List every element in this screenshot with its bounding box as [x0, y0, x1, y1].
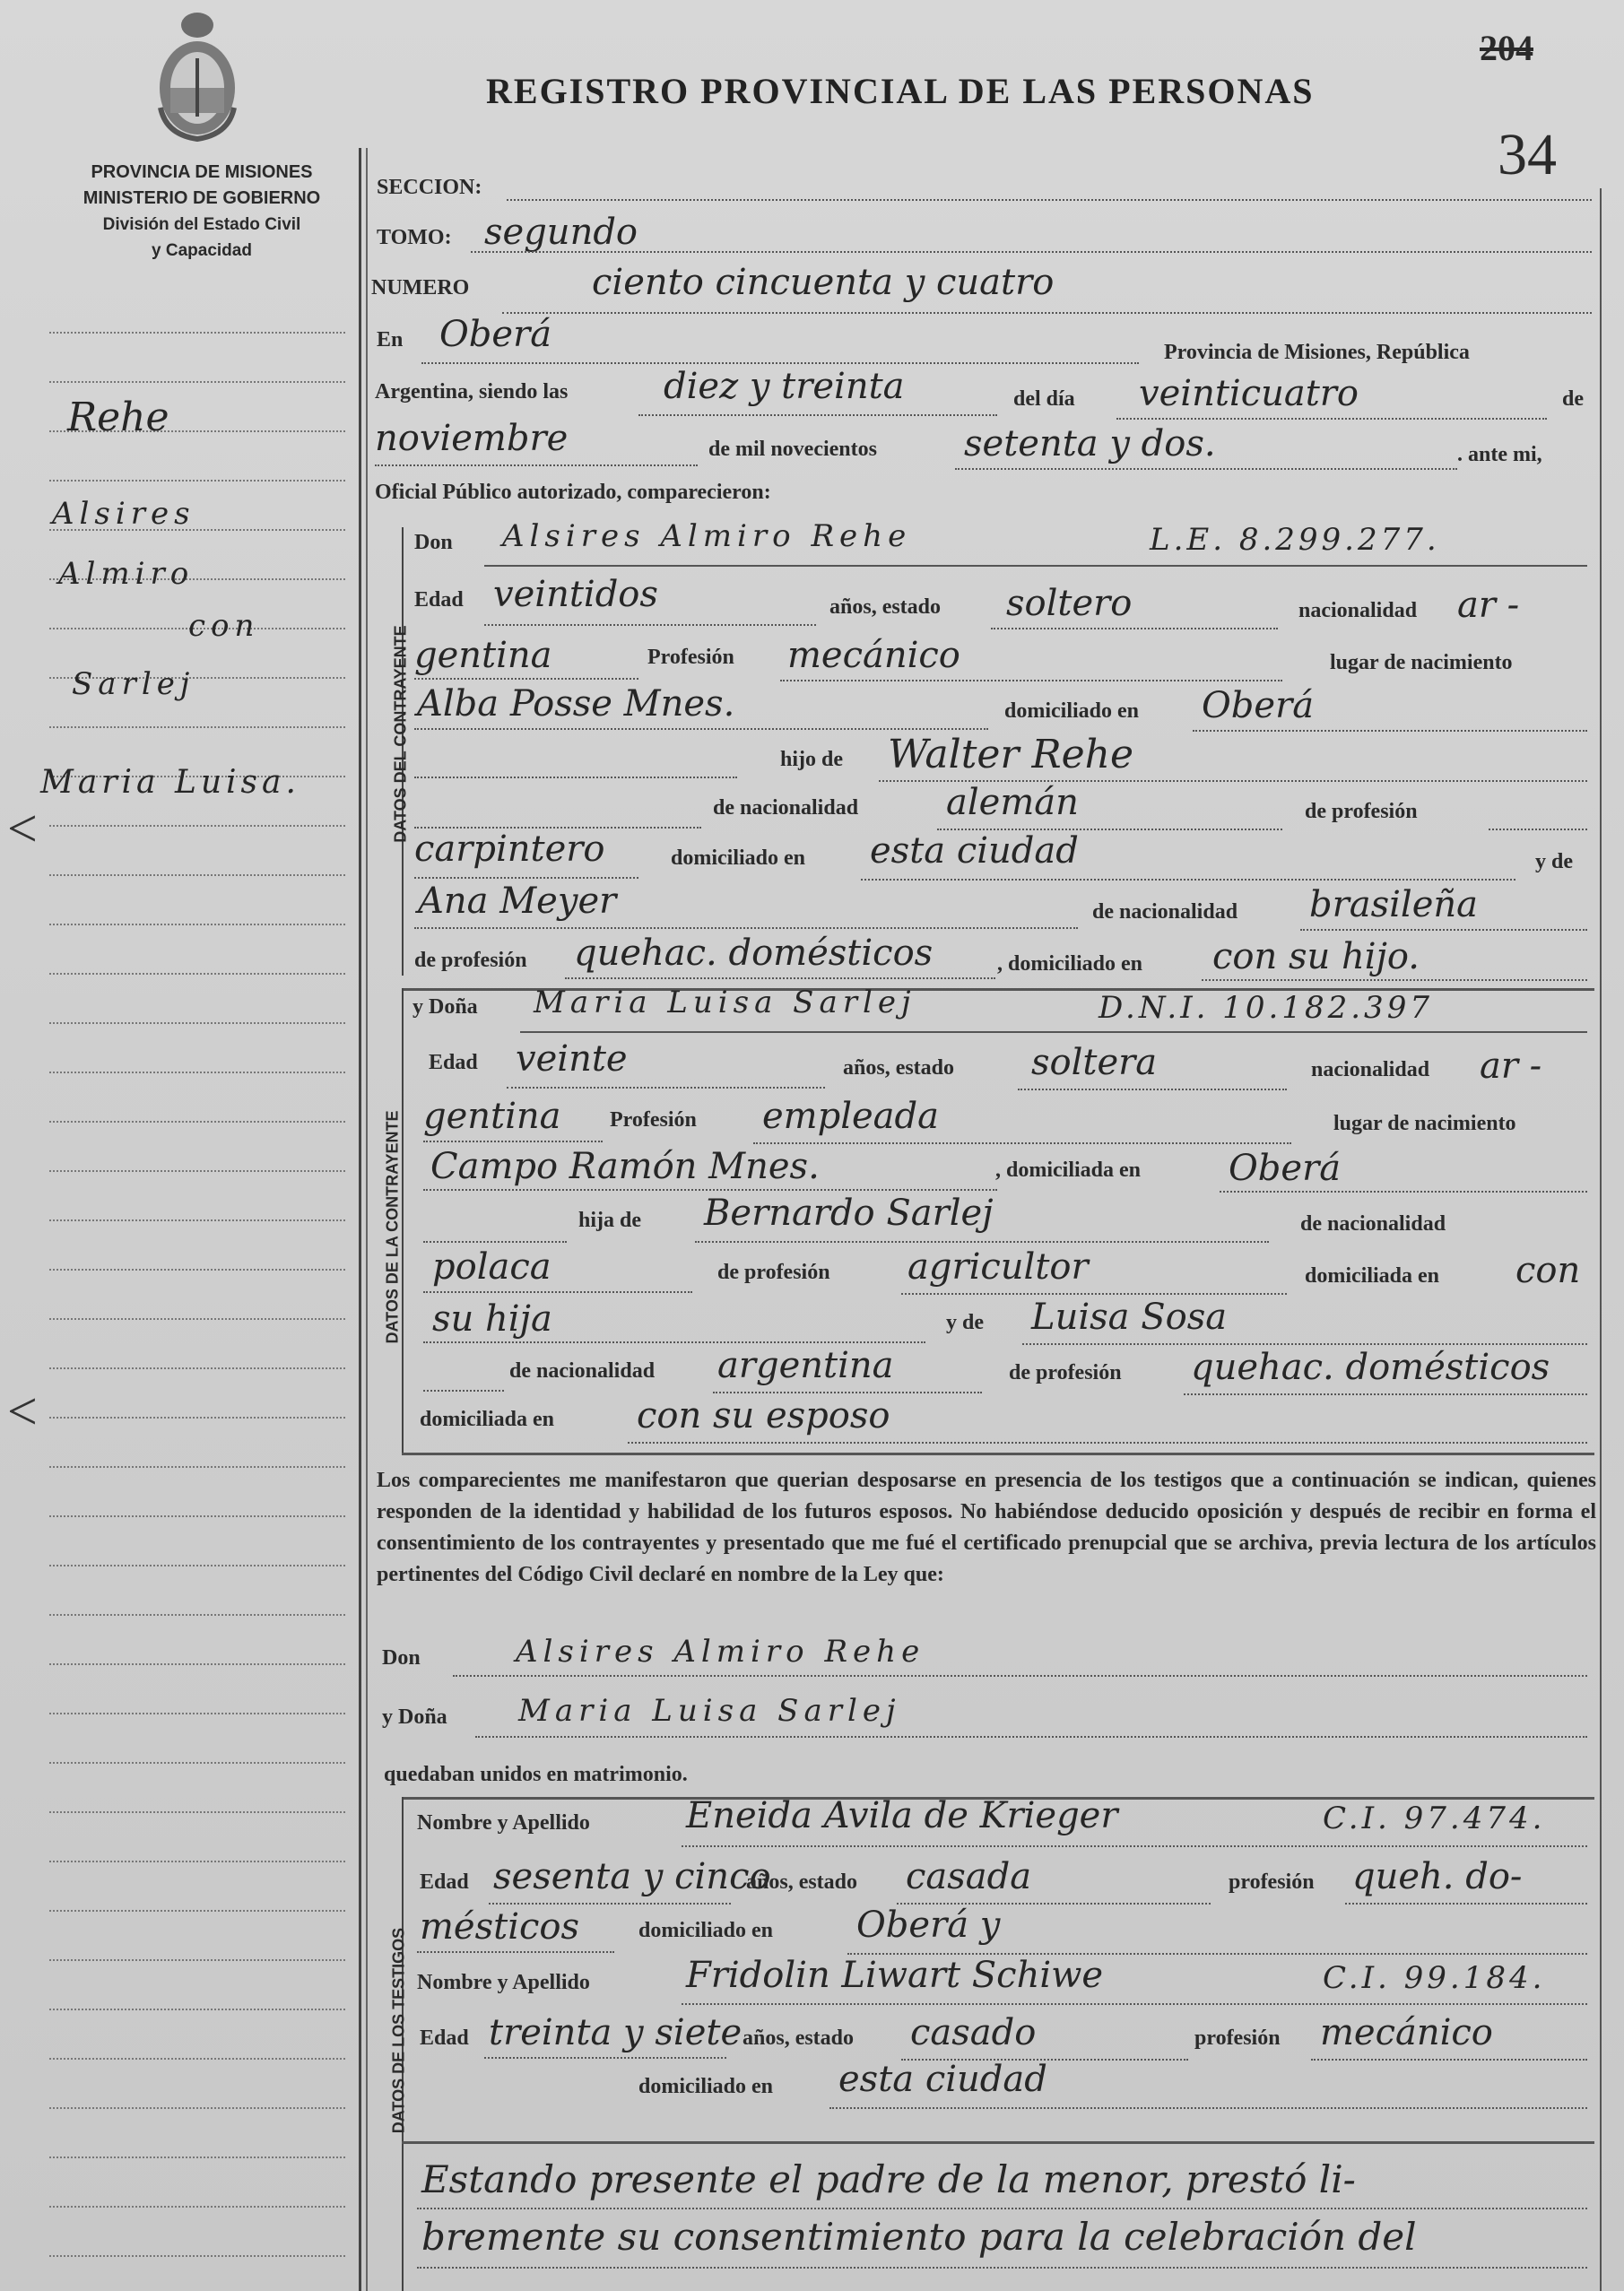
- don-label: Don: [382, 1646, 421, 1670]
- mil-label: de mil novecientos: [708, 438, 877, 461]
- contrayenta-profession: empleada: [762, 1096, 939, 1137]
- contrayenta-name: Maria Luisa Sarlej: [534, 985, 916, 1020]
- prof-padre-label: de profesión: [1305, 800, 1418, 823]
- seccion-label: SECCION:: [377, 176, 482, 199]
- contrayenta-status: soltera: [1031, 1042, 1158, 1083]
- margin-bracket-mark: <: [7, 799, 38, 858]
- nac-padre-label: de nacionalidad: [1300, 1212, 1446, 1236]
- contrayente-document: L.E. 8.299.277.: [1150, 522, 1440, 558]
- nacionalidad-label: nacionalidad: [1311, 1058, 1430, 1081]
- hora-value: diez y treinta: [664, 366, 905, 407]
- coat-of-arms-icon: [148, 9, 247, 143]
- hija-label: hija de: [578, 1209, 642, 1232]
- witness-2-status: casado: [910, 2012, 1037, 2053]
- lugar-label: lugar de nacimiento: [1333, 1112, 1516, 1135]
- prof-madre-label: de profesión: [414, 949, 527, 972]
- edad-label: Edad: [420, 1870, 469, 1894]
- witness-2-address: esta ciudad: [838, 2059, 1047, 2100]
- witness-1-status: casada: [906, 1856, 1032, 1897]
- contrayente-father: Walter Rehe: [888, 732, 1133, 777]
- nacionalidad-label: nacionalidad: [1298, 599, 1418, 622]
- witness-2-profession: mecánico: [1320, 2012, 1493, 2053]
- declaration-text: Los comparecientes me manifestaron que querian desposarse en presencia de los testigos que a continuación se indican, quienes responden de la identidad y habilidad de los futuros esposos. No habiéndose deducido oposición y después de recibir en forma el consentimiento de los contrayentes y presentado que me fué el certificado prenupcial que se archiva, previa lectura de los artículos pertinentes del Código Civil declaré en nombre de la Ley que:: [377, 1469, 1596, 1586]
- footer-note-line: Estando presente el padre de la menor, prestó li-: [421, 2157, 1356, 2201]
- contrayente-birthplace: Alba Posse Mnes.: [417, 683, 735, 725]
- contrayenta-document: D.N.I. 10.182.397: [1099, 990, 1433, 1026]
- hijo-label: hijo de: [780, 748, 844, 771]
- dia-value: veinticuatro: [1139, 373, 1359, 414]
- profesion-label: Profesión: [647, 646, 734, 669]
- contrayente-father-address: esta ciudad: [870, 830, 1079, 872]
- contrayenta-nationality-1: ar -: [1480, 1046, 1542, 1087]
- contrayente-address: Oberá: [1202, 685, 1315, 726]
- profesion-label: profesión: [1229, 1870, 1315, 1894]
- margin-note: Sarlej: [72, 666, 195, 702]
- dona-label: y Doña: [413, 995, 478, 1019]
- dom-padre-label: domiciliado en: [671, 846, 806, 870]
- witness-1-document: C.I. 97.474.: [1323, 1801, 1546, 1836]
- prof-madre-label: de profesión: [1009, 1361, 1122, 1384]
- office-line: PROVINCIA DE MISIONES: [91, 162, 313, 182]
- witness-2-name: Fridolin Liwart Schiwe: [686, 1955, 1104, 1996]
- witness-1-address: Oberá y: [856, 1905, 1001, 1946]
- contrayenta-mother-profession: quehac. domésticos: [1191, 1347, 1550, 1388]
- tomo-value: segundo: [484, 212, 638, 253]
- contrayenta-side-label: DATOS DE LA CONTRAYENTE: [383, 1110, 402, 1344]
- office-line: y Capacidad: [152, 241, 252, 260]
- office-line: División del Estado Civil: [102, 215, 301, 234]
- en-label: En: [377, 328, 404, 351]
- en-value: Oberá: [439, 314, 552, 355]
- contrayenta-father-profession: agricultor: [908, 1246, 1089, 1288]
- numero-value: ciento cincuenta y cuatro: [592, 262, 1055, 303]
- witness-1-age: sesenta y cinco: [493, 1856, 771, 1897]
- contrayenta-father-address-2: su hija: [432, 1298, 552, 1340]
- page-number: 34: [1498, 122, 1557, 187]
- contrayente-father-profession: carpintero: [414, 829, 605, 870]
- witness-1-profession-2: mésticos: [420, 1906, 580, 1948]
- contrayenta-address: Oberá: [1229, 1148, 1342, 1189]
- nac-madre-label: de nacionalidad: [509, 1359, 656, 1383]
- mes-value: noviembre: [375, 418, 569, 459]
- tomo-label: TOMO:: [377, 226, 452, 249]
- margin-bracket-mark: <: [7, 1382, 38, 1441]
- profesion-label: profesión: [1194, 2026, 1281, 2050]
- unidos-label: quedaban unidos en matrimonio.: [384, 1763, 688, 1786]
- contrayente-status: soltero: [1006, 583, 1133, 624]
- right-edge-rule: [1600, 188, 1602, 2291]
- anios-label: años, estado: [829, 595, 942, 619]
- main-margin-rule: [359, 148, 361, 2291]
- main-margin-rule: [366, 148, 368, 2291]
- domicilio-label: domiciliado en: [1004, 699, 1140, 723]
- testigos-side-label: DATOS DE LOS TESTIGOS: [389, 1927, 408, 2134]
- don-label: Don: [414, 531, 453, 554]
- issuing-office: [54, 160, 350, 264]
- margin-note: Maria Luisa.: [40, 764, 300, 801]
- y-de-label: y de: [1535, 850, 1573, 873]
- lugar-label: lugar de nacimiento: [1330, 651, 1513, 674]
- y-de-label: y de: [946, 1311, 984, 1334]
- del-dia-label: del día: [1013, 387, 1075, 411]
- page-title: REGISTRO PROVINCIAL DE LAS PERSONAS: [486, 71, 1315, 111]
- oficial-label: Oficial Público autorizado, comparecieron:: [375, 481, 771, 504]
- argentina-label: Argentina, siendo las: [375, 380, 569, 404]
- nac-madre-label: de nacionalidad: [1092, 900, 1238, 924]
- margin-note: Rehe: [67, 395, 169, 440]
- prof-padre-label: de profesión: [717, 1261, 830, 1284]
- dom-padre-label: domiciliada en: [1305, 1264, 1440, 1288]
- anios-label: años, estado: [843, 1056, 955, 1080]
- de-label: de: [1562, 387, 1584, 411]
- contrayente-nationality-2: gentina: [414, 635, 552, 676]
- contrayente-mother-profession: quehac. domésticos: [574, 933, 934, 974]
- contrayenta-mother: Luisa Sosa: [1031, 1297, 1228, 1338]
- edad-label: Edad: [420, 2026, 469, 2050]
- contrayenta-birthplace: Campo Ramón Mnes.: [430, 1146, 820, 1187]
- contrayente-profession: mecánico: [787, 635, 960, 676]
- witness-1-name: Eneida Avila de Krieger: [686, 1795, 1118, 1836]
- groom-name: Alsires Almiro Rehe: [516, 1634, 925, 1670]
- contrayenta-age: veinte: [516, 1038, 628, 1080]
- ante-mi-label: . ante mi,: [1457, 443, 1542, 466]
- contrayenta-father-address-1: con: [1515, 1250, 1581, 1291]
- margin-note: con: [188, 608, 260, 644]
- contrayente-mother-address: con su hijo.: [1212, 936, 1420, 977]
- crossed-page-number: 204: [1480, 28, 1533, 68]
- numero-label: NUMERO: [371, 276, 470, 299]
- office-line: MINISTERIO DE GOBIERNO: [83, 188, 321, 208]
- domicilio-label: domiciliado en: [638, 1919, 774, 1942]
- contrayenta-father: Bernardo Sarlej: [704, 1193, 994, 1234]
- dom-madre-label: , domiciliado en: [997, 952, 1143, 976]
- contrayente-father-nationality: alemán: [946, 782, 1079, 823]
- margin-note: Almiro: [58, 556, 195, 592]
- edad-label: Edad: [414, 588, 464, 612]
- contrayente-side-label: DATOS DEL CONTRAYENTE: [391, 625, 410, 843]
- anio-value: setenta y dos.: [964, 423, 1216, 464]
- witness-2-age: treinta y siete: [489, 2012, 743, 2053]
- anios-label: años, estado: [743, 2026, 855, 2050]
- nac-padre-label: de nacionalidad: [713, 796, 859, 820]
- domicilio-label: , domiciliada en: [995, 1159, 1142, 1182]
- witness-1-profession-1: queh. do-: [1352, 1856, 1523, 1897]
- nombre-apellido-label: Nombre y Apellido: [417, 1971, 590, 1994]
- dom-madre-label: domiciliada en: [420, 1408, 555, 1431]
- contrayenta-father-nationality: polaca: [432, 1246, 551, 1288]
- contrayenta-mother-address: con su esposo: [637, 1395, 890, 1436]
- contrayente-name: Alsires Almiro Rehe: [502, 518, 912, 554]
- footer-note-line: bremente su consentimiento para la celebración del: [421, 2215, 1417, 2259]
- profesion-label: Profesión: [610, 1108, 697, 1132]
- contrayente-mother: Ana Meyer: [418, 881, 617, 922]
- contrayente-nationality-1: ar -: [1457, 585, 1520, 626]
- contrayenta-nationality-2: gentina: [423, 1096, 561, 1137]
- contrayente-mother-nationality: brasileña: [1309, 884, 1478, 925]
- dona-label: y Doña: [382, 1705, 447, 1729]
- domicilio-label: domiciliado en: [638, 2075, 774, 2098]
- witness-2-document: C.I. 99.184.: [1323, 1960, 1546, 1996]
- anios-label: años, estado: [746, 1870, 858, 1894]
- contrayente-age: veintidos: [493, 574, 658, 615]
- edad-label: Edad: [429, 1051, 478, 1074]
- nombre-apellido-label: Nombre y Apellido: [417, 1811, 590, 1835]
- bride-name: Maria Luisa Sarlej: [518, 1693, 901, 1729]
- margin-note: Alsires: [52, 496, 195, 532]
- contrayenta-mother-nationality: argentina: [717, 1345, 894, 1386]
- provincia-label: Provincia de Misiones, República: [1164, 341, 1470, 364]
